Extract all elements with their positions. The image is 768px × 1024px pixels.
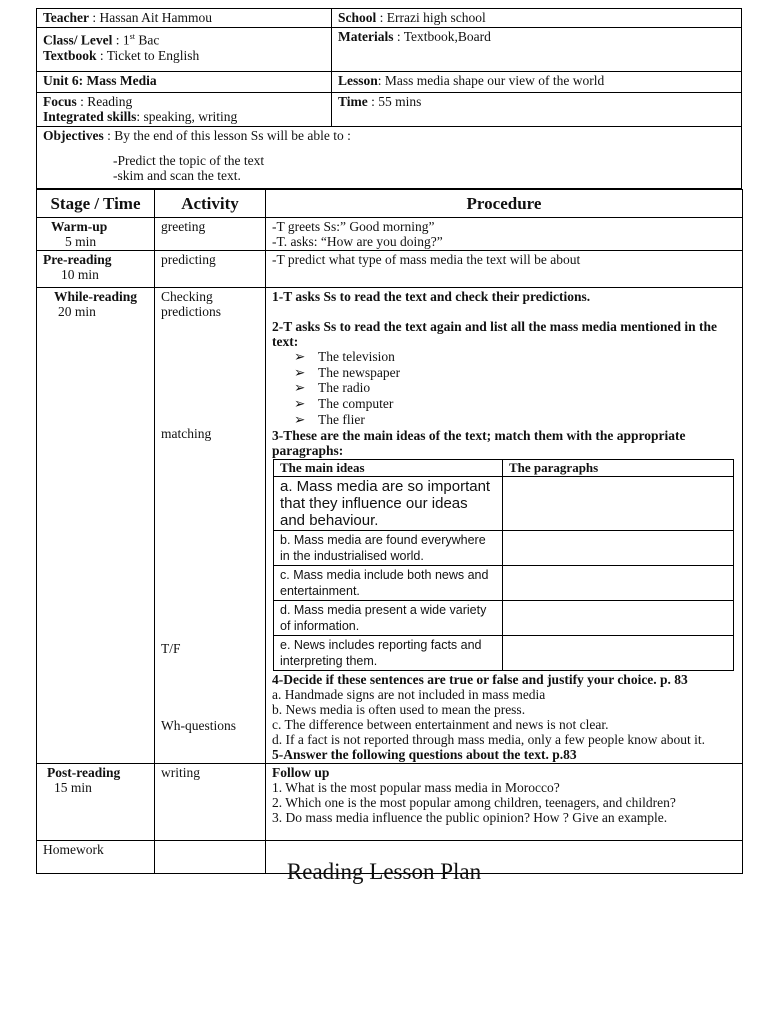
question-item: 3. Do mass media influence the public opinion? How ? Give an example.	[272, 809, 668, 825]
school-cell: School : Errazi high school	[332, 9, 742, 28]
main-ideas-header: The main ideas	[274, 459, 503, 476]
objective-item: -skim and scan the text.	[113, 168, 241, 183]
stage-cell: Post-reading 15 min	[37, 763, 155, 840]
question-item: 2. Which one is the most popular among children, teenagers, and children?	[272, 794, 676, 810]
table-row	[274, 635, 734, 670]
paragraph-answer-cell[interactable]	[503, 635, 734, 670]
time-cell: Time : 55 mins	[332, 93, 742, 127]
activity-header: Activity	[155, 190, 266, 218]
stage-cell: Pre-reading 10 min	[37, 251, 155, 288]
activity-cell: Checking predictions matching T/F Wh-questions	[155, 288, 266, 764]
paragraph-answer-cell[interactable]	[503, 600, 734, 635]
table-row	[274, 530, 734, 565]
focus-cell: Focus : Reading Integrated skills: speaking, writing	[37, 93, 332, 127]
question-item: 1. What is the most popular mass media in Morocco?	[272, 779, 560, 795]
main-idea-cell: e. News includes reporting facts and interpreting them.	[274, 635, 503, 670]
activity-cell: greeting	[155, 218, 266, 251]
activity-cell: writing	[155, 763, 266, 840]
step-3: 3-These are the main ideas of the text; match them with the appropriate paragraphs:	[272, 427, 686, 458]
table-row	[37, 251, 743, 288]
table-row	[274, 600, 734, 635]
list-item: ➢ The computer	[294, 396, 394, 412]
materials-cell: Materials : Textbook,Board	[332, 28, 742, 72]
table-row	[37, 218, 743, 251]
stage-cell: Warm-up 5 min	[37, 218, 155, 251]
paragraph-answer-cell[interactable]	[503, 476, 734, 530]
table-row	[37, 763, 743, 840]
list-item: ➢ The television	[294, 349, 395, 364]
table-row	[37, 288, 743, 764]
activity-cell: predicting	[155, 251, 266, 288]
stage-time-header: Stage / Time	[37, 190, 155, 218]
list-item: ➢ The flier	[294, 411, 365, 427]
tf-item: d. If a fact is not reported through mass media, only a few people know about it.	[272, 731, 706, 747]
procedure-cell	[266, 288, 743, 764]
lesson-plan-page	[36, 8, 742, 874]
lesson-cell: Lesson: Mass media shape our view of the world	[332, 72, 742, 93]
tf-item: a. Handmade signs are not included in mass media	[272, 686, 546, 702]
objectives-cell: Objectives : By the end of this lesson Ss will be able to : -Predict the topic of the text -skim and scan the text.	[37, 127, 742, 189]
paragraphs-header: The paragraphs	[503, 459, 734, 476]
paragraph-answer-cell[interactable]	[503, 530, 734, 565]
media-list	[272, 349, 739, 428]
procedure-header: Procedure	[266, 190, 743, 218]
homework-label: Homework	[37, 840, 155, 873]
matching-table	[273, 459, 734, 671]
stage-cell: While-reading 20 min	[37, 288, 155, 764]
activity-tf: T/F	[161, 641, 181, 656]
step-1: 1-T asks Ss to read the text and check their predictions.	[272, 289, 591, 304]
activity-matching: matching	[161, 426, 212, 441]
followup-label: Follow up	[272, 764, 330, 780]
class-cell: Class/ Level : 1st Bac Textbook : Ticket to English	[37, 28, 332, 72]
header-table	[36, 8, 742, 189]
step-2: 2-T asks Ss to read the text again and list all the mass media mentioned in the text:	[272, 319, 718, 349]
main-idea-cell: b. Mass media are found everywhere in the industrialised world.	[274, 530, 503, 565]
main-idea-cell: c. Mass media include both news and entertainment.	[274, 565, 503, 600]
tf-item: c. The difference between entertainment and news is not clear.	[272, 716, 609, 732]
procedure-table	[36, 189, 743, 874]
main-idea-cell: a. Mass media are so important that they influence our ideas and behaviour.	[274, 476, 503, 530]
page-title: Reading Lesson Plan	[286, 859, 482, 884]
list-item: ➢ The newspaper	[294, 364, 401, 380]
activity-wh-questions: Wh-questions	[161, 718, 236, 733]
objectives-list	[43, 153, 735, 183]
unit-cell: Unit 6: Mass Media	[37, 72, 332, 93]
main-idea-cell: d. Mass media present a wide variety of information.	[274, 600, 503, 635]
procedure-cell	[266, 763, 743, 840]
tf-item: b. News media is often used to mean the press.	[272, 701, 526, 717]
procedure-cell: -T greets Ss:” Good morning” -T. asks: “How are you doing?”	[266, 218, 743, 251]
table-row	[274, 476, 734, 530]
paragraph-answer-cell[interactable]	[503, 565, 734, 600]
procedure-cell: -T predict what type of mass media the text will be about	[266, 251, 743, 288]
teacher-cell: Teacher : Hassan Ait Hammou	[37, 9, 332, 28]
step-5: 5-Answer the following questions about the text. p.83	[272, 746, 577, 762]
list-item: ➢ The radio	[294, 380, 371, 396]
step-4: 4-Decide if these sentences are true or false and justify your choice. p. 83	[272, 671, 688, 687]
objective-item: -Predict the topic of the text	[113, 153, 265, 168]
table-row	[274, 565, 734, 600]
